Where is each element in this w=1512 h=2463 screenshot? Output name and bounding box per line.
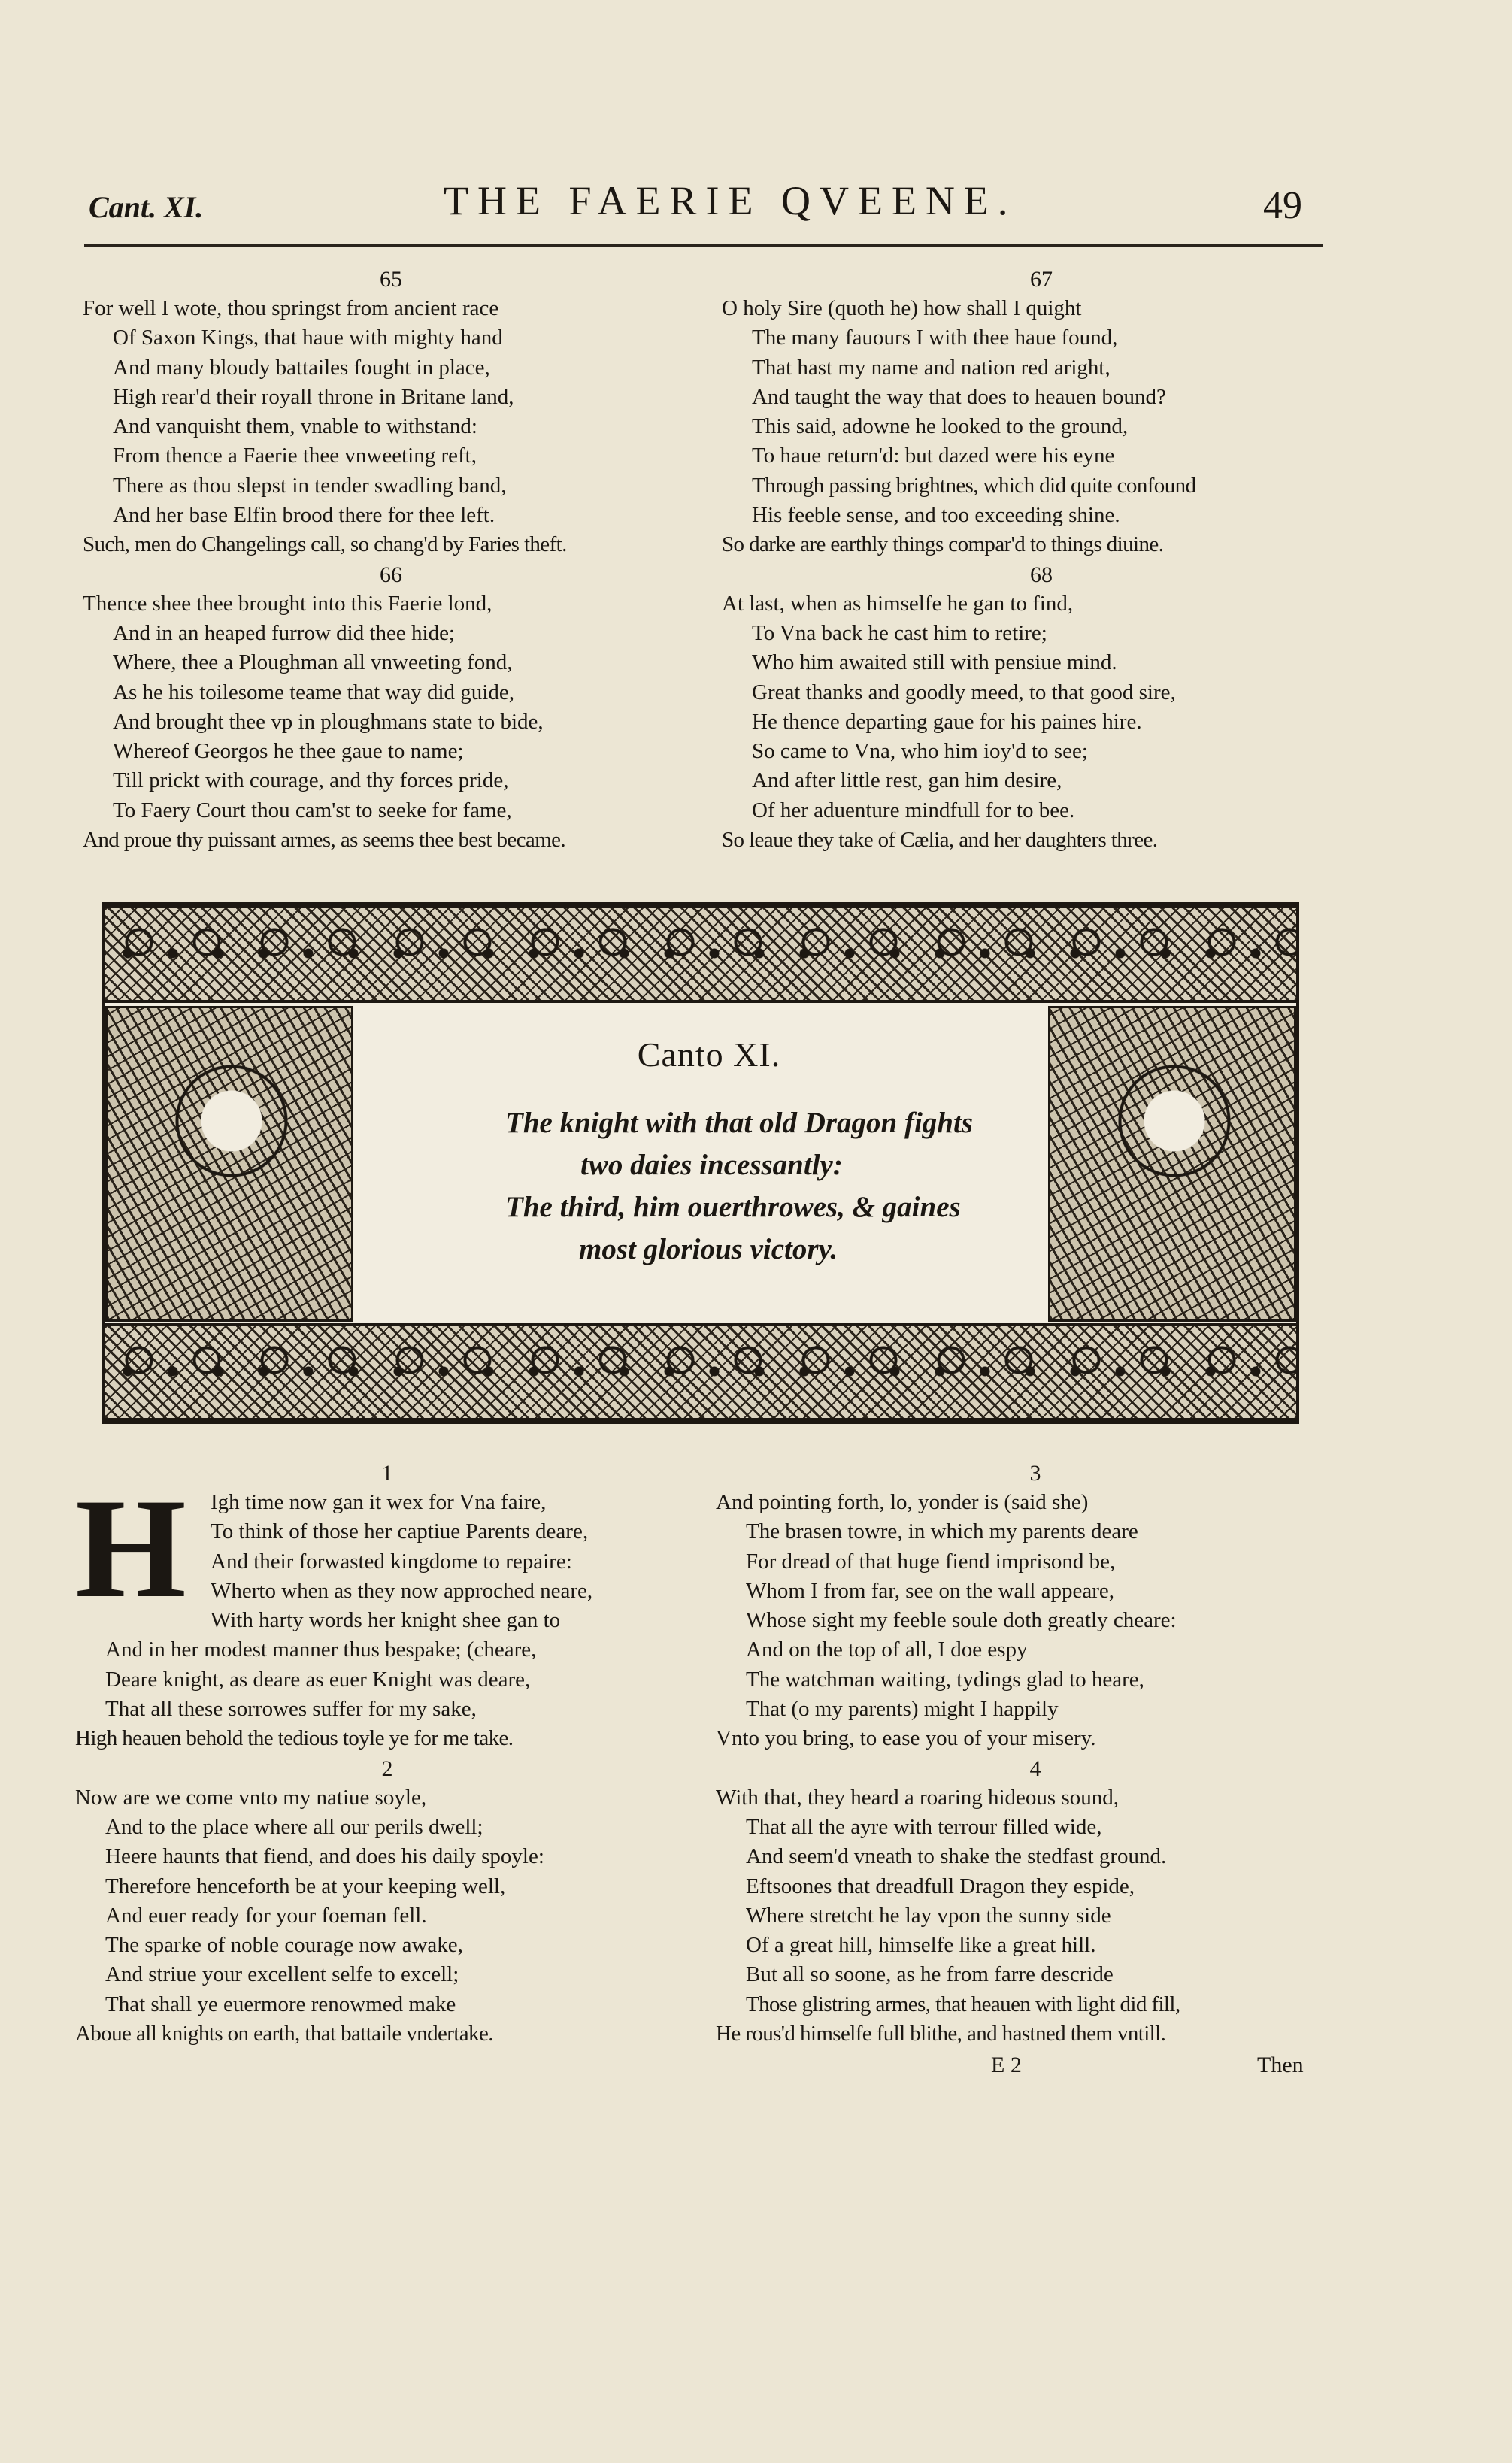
verse-line: The brasen towre, in which my parents deare [746, 1519, 1138, 1544]
verse-line: And after little rest, gan him desire, [752, 768, 1062, 793]
verse-line: Where, thee a Ploughman all vnweeting fond, [113, 650, 513, 675]
verse-line: And taught the way that does to heauen bound? [752, 384, 1166, 409]
stanza-number: 65 [380, 267, 402, 292]
header-rule [84, 244, 1323, 247]
verse-line: He rous'd himselfe full blithe, and hastned them vntill. [716, 2022, 1166, 2046]
verse-line: That shall ye euermore renowmed make [105, 1992, 456, 2016]
verse-line: And pointing forth, lo, yonder is (said she) [716, 1490, 1089, 1514]
verse-line: With harty words her knight shee gan to [211, 1608, 561, 1633]
ornament-band-top [105, 905, 1296, 1003]
verse-line: As he his toilesome teame that way did guide, [113, 680, 514, 704]
verse-line: And on the top of all, I doe espy [746, 1637, 1028, 1662]
verse-line: High heauen behold the tedious toyle ye for me take. [75, 1726, 514, 1751]
verse-line: Great thanks and goodly meed, to that good sire, [752, 680, 1176, 704]
stanza-67 [722, 265, 1361, 560]
ornament-band-bottom [105, 1323, 1296, 1421]
verse-line: This said, adowne he looked to the ground, [752, 414, 1129, 439]
cherub-woodcut-right [1048, 1006, 1296, 1322]
verse-line: For well I wote, thou springst from ancient race [83, 296, 499, 320]
verse-line: From thence a Faerie thee vnweeting reft, [113, 444, 477, 468]
verse-line: But all so soone, as he from farre descride [746, 1962, 1114, 1987]
verse-line: That all these sorrowes suffer for my sake, [105, 1697, 477, 1722]
stanza-65 [83, 265, 699, 560]
verse-line: Of her aduenture mindfull for to bee. [752, 798, 1075, 823]
verse-line: And proue thy puissant armes, as seems thee best became. [83, 828, 566, 853]
verse-line: And striue your excellent selfe to excell; [105, 1962, 459, 1987]
verse-line: At last, when as himselfe he gan to find, [722, 591, 1074, 616]
verse-line: And seem'd vneath to shake the stedfast ground. [746, 1844, 1167, 1869]
page-number: 49 [1263, 184, 1302, 227]
verse-line: Therefore henceforth be at your keeping well, [105, 1874, 506, 1898]
canto-argument-line: most glorious victory. [579, 1233, 838, 1265]
verse-line: Such, men do Changelings call, so chang'd by Faries theft. [83, 532, 567, 557]
verse-line: And her base Elfin brood there for thee left. [113, 503, 495, 528]
verse-line: Till prickt with courage, and thy forces pride, [113, 768, 509, 793]
stanza-number: 68 [1030, 562, 1053, 587]
stanza-2 [75, 1754, 699, 2049]
verse-line: O holy Sire (quoth he) how shall I quight [722, 296, 1082, 320]
verse-line: Whereof Georgos he thee gaue to name; [113, 739, 464, 764]
verse-line: Whose sight my feeble soule doth greatly cheare: [746, 1608, 1177, 1633]
verse-line: The sparke of noble courage now awake, [105, 1933, 463, 1958]
verse-line: That hast my name and nation red aright, [752, 355, 1111, 380]
verse-line: And brought thee vp in ploughmans state to bide, [113, 709, 544, 734]
canto-argument-line: The knight with that old Dragon fights [505, 1107, 974, 1139]
stanza-number: 3 [1029, 1461, 1041, 1486]
verse-line: The watchman waiting, tydings glad to heare, [746, 1667, 1144, 1692]
stanza-68 [722, 560, 1361, 856]
catchword: Then [1257, 2052, 1304, 2077]
verse-line: To Faery Court thou cam'st to seeke for fame, [113, 798, 512, 823]
verse-line: His feeble sense, and too exceeding shine. [752, 503, 1120, 528]
running-head-title: THE FAERIE QVEENE. [444, 178, 1017, 223]
verse-line: High rear'd their royall throne in Britane land, [113, 384, 514, 409]
canto-title: Canto XI. [637, 1035, 781, 1074]
verse-line: To Vna back he cast him to retire; [752, 620, 1047, 645]
verse-line: Whom I from far, see on the wall appeare, [746, 1578, 1115, 1603]
verse-line: Vnto you bring, to ease you of your misery. [716, 1726, 1096, 1751]
verse-line: And in an heaped furrow did thee hide; [113, 620, 455, 645]
verse-line: To haue return'd: but dazed were his eyne [752, 444, 1115, 468]
woodcut-headpiece [102, 902, 1299, 1424]
verse-line: Where stretcht he lay vpon the sunny side [746, 1903, 1111, 1928]
canto-plaque [412, 1025, 1006, 1311]
stanza-number: 2 [381, 1756, 393, 1781]
verse-line: Of a great hill, himselfe like a great hill. [746, 1933, 1096, 1958]
verse-line: With that, they heard a roaring hideous sound, [716, 1785, 1120, 1810]
bottom-left-column [75, 1459, 699, 2049]
verse-line: So leaue they take of Cælia, and her daughters three. [722, 828, 1158, 853]
verse-line: Of Saxon Kings, that haue with mighty hand [113, 326, 503, 350]
bottom-right-column [716, 1459, 1355, 2049]
stanza-number: 67 [1030, 267, 1053, 292]
verse-line: And many bloudy battailes fought in place, [113, 355, 490, 380]
stanza-4 [716, 1754, 1355, 2049]
verse-line: Those glistring armes, that heauen with light did fill, [746, 1992, 1180, 2016]
verse-line: Thence shee thee brought into this Faerie lond, [83, 591, 492, 616]
verse-line: Igh time now gan it wex for Vna faire, [211, 1490, 547, 1514]
verse-line: To think of those her captiue Parents deare, [211, 1519, 589, 1544]
verse-line: So darke are earthly things compar'd to things diuine. [722, 532, 1164, 557]
verse-line: Through passing brightnes, which did quite confound [752, 473, 1196, 498]
verse-line: And their forwasted kingdome to repaire: [211, 1549, 572, 1574]
verse-line: Deare knight, as deare as euer Knight was deare, [105, 1667, 531, 1692]
stanza-number: 4 [1029, 1756, 1041, 1781]
cherub-woodcut-left [105, 1006, 353, 1322]
verse-line: Now are we come vnto my natiue soyle, [75, 1785, 427, 1810]
stanza-number: 1 [381, 1461, 393, 1486]
verse-line: There as thou slepst in tender swadling band, [113, 473, 507, 498]
canto-argument-line: The third, him ouerthrowes, & gaines [505, 1191, 961, 1223]
verse-line: Eftsoones that dreadfull Dragon they espide, [746, 1874, 1135, 1898]
verse-line: For dread of that huge fiend imprisond be, [746, 1549, 1116, 1574]
stanza-1 [75, 1459, 699, 1754]
signature-mark: E 2 [991, 2052, 1022, 2077]
canto-argument-line: two daies incessantly: [580, 1149, 843, 1181]
verse-line: Wherto when as they now approched neare, [211, 1578, 593, 1603]
verse-line: Who him awaited still with pensiue mind. [752, 650, 1117, 675]
verse-line: And in her modest manner thus bespake; (cheare, [105, 1637, 537, 1662]
verse-line: The many fauours I with thee haue found, [752, 326, 1118, 350]
stanza-66 [83, 560, 699, 856]
verse-line: Aboue all knights on earth, that battaile vndertake. [75, 2022, 493, 2046]
top-right-column [722, 265, 1361, 855]
verse-line: That (o my parents) might I happily [746, 1697, 1059, 1722]
verse-line: That all the ayre with terrour filled wide, [746, 1814, 1102, 1839]
verse-line: And euer ready for your foeman fell. [105, 1903, 427, 1928]
verse-line: And vanquisht them, vnable to withstand: [113, 414, 477, 439]
stanza-3 [716, 1459, 1355, 1754]
stanza-number: 66 [380, 562, 402, 587]
running-head-canto: Cant. XI. [89, 190, 204, 224]
verse-line: Heere haunts that fiend, and does his daily spoyle: [105, 1844, 544, 1869]
verse-line: And to the place where all our perils dwell; [105, 1814, 483, 1839]
drop-cap: H [75, 1470, 186, 1628]
verse-line: So came to Vna, who him ioy'd to see; [752, 739, 1088, 764]
top-left-column [83, 265, 699, 855]
verse-line: He thence departing gaue for his paines hire. [752, 709, 1142, 734]
